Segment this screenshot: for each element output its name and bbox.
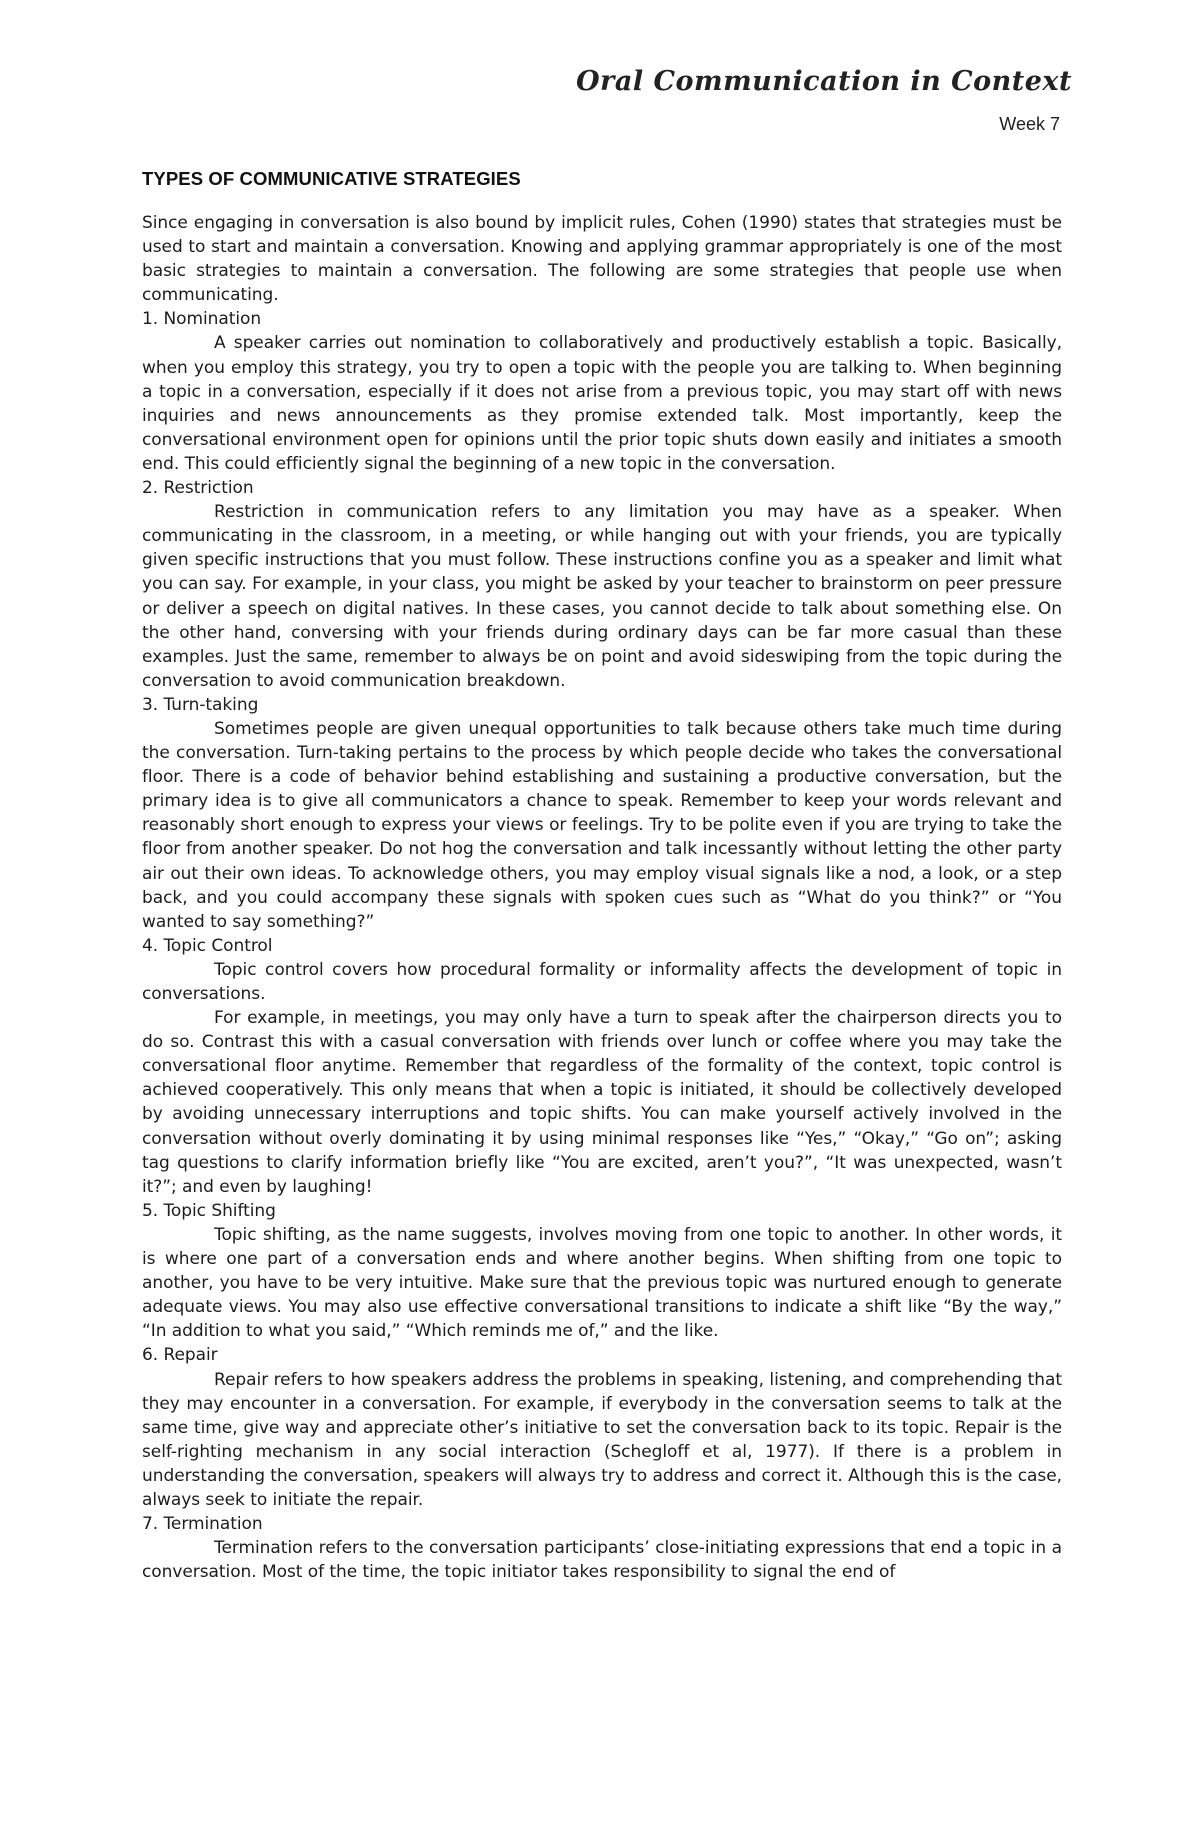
document-title: TYPES OF COMMUNICATIVE STRATEGIES [142,168,521,189]
section-paragraph: Topic control covers how procedural formality or informality affects the development of topic in conversations. [142,959,1062,1004]
section-heading-turn-taking: 3. Turn-taking [142,694,259,715]
document-body [142,211,1062,1584]
section-paragraph: Restriction in communication refers to any limitation you may have as a speaker. When communicating in the classroom, in a meeting, or while hanging out with your friends, you are typically given specific instructions that you must follow. These instructions confine you as a speaker and limit what you can say. For example, in your class, you might be asked by your teacher to brainstorm on peer pressure or deliver a speech on digital natives. In these cases, you cannot decide to talk about something else. On the other hand, conversing with your friends during ordinary days can be far more casual than these examples. Just the same, remember to always be on point and avoid sideswiping from the topic during the conversation to avoid communication breakdown. [142,502,1062,691]
section-heading-termination: 7. Termination [142,1514,263,1535]
section-paragraph: Termination refers to the conversation participants’ close-initiating expressions that end a topic in a conversation. Most of the time, the topic initiator takes responsibility to signal the end of [142,1538,1062,1583]
week-label: Week 7 [999,114,1060,134]
section-paragraph: Repair refers to how speakers address the problems in speaking, listening, and comprehending that they may encounter in a conversation. For example, if everybody in the conversation seems to talk at the same time, give way and appreciate other’s initiative to set the conversation back to its topic. Repair is the self-righting mechanism in any social interaction (Schegloff et al, 1977). If there is a problem in understanding the conversation, speakers will always try to address and correct it. Although this is the case, always seek to initiate the repair. [142,1369,1062,1510]
section-paragraph: For example, in meetings, you may only have a turn to speak after the chairperson directs you to do so. Contrast this with a casual conversation with friends over lunch or coffee where you may take the conversational floor anytime. Remember that regardless of the formality of the context, topic control is achieved cooperatively. This only means that when a topic is initiated, it should be collectively developed by avoiding unnecessary interruptions and topic shifts. You can make yourself actively involved in the conversation without overly dominating it by using minimal responses like “Yes,” “Okay,” “Go on”; asking tag questions to clarify information briefly like “You are excited, aren’t you?”, “It was unexpected, wasn’t it?”; and even by laughing! [142,1008,1062,1197]
section-heading-nomination: 1. Nomination [142,309,262,330]
section-heading-topic-shifting: 5. Topic Shifting [142,1200,276,1221]
section-heading-restriction: 2. Restriction [142,478,254,499]
intro-paragraph: Since engaging in conversation is also bound by implicit rules, Cohen (1990) states that strategies must be used to start and maintain a conversation. Knowing and applying grammar appropriately is one of the most basic strategies to maintain a conversation. The following are some strategies that people use when communicating. [142,213,1062,306]
section-paragraph: Topic shifting, as the name suggests, involves moving from one topic to another. In other words, it is where one part of a conversation ends and where another begins. When shifting from one topic to another, you have to be very intuitive. Make sure that the previous topic was nurtured enough to generate adequate views. You may also use effective conversational transitions to indicate a shift like “By the way,” “In addition to what you said,” “Which reminds me of,” and the like. [142,1224,1062,1342]
course-title: Oral Communication in Context [576,66,1072,97]
section-heading-topic-control: 4. Topic Control [142,935,273,956]
section-paragraph: A speaker carries out nomination to collaboratively and productively establish a topic. Basically, when you employ this strategy, you try to open a topic with the people you are talking to. When beginning a topic in a conversation, especially if it does not arise from a previous topic, you may start off with news inquiries and news announcements as they promise extended talk. Most importantly, keep the conversational environment open for opinions until the prior topic shuts down easily and initiates a smooth end. This could efficiently signal the beginning of a new topic in the conversation. [142,333,1062,474]
section-paragraph: Sometimes people are given unequal opportunities to talk because others take much time during the conversation. Turn-taking pertains to the process by which people decide who takes the conversational floor. There is a code of behavior behind establishing and sustaining a productive conversation, but the primary idea is to give all communicators a chance to speak. Remember to keep your words relevant and reasonably short enough to express your views or feelings. Try to be polite even if you are trying to take the floor from another speaker. Do not hog the conversation and talk incessantly without letting the other party air out their own ideas. To acknowledge others, you may employ visual signals like a nod, a look, or a step back, and you could accompany these signals with spoken cues such as “What do you think?” or “You wanted to say something?” [142,718,1062,932]
section-heading-repair: 6. Repair [142,1345,218,1366]
